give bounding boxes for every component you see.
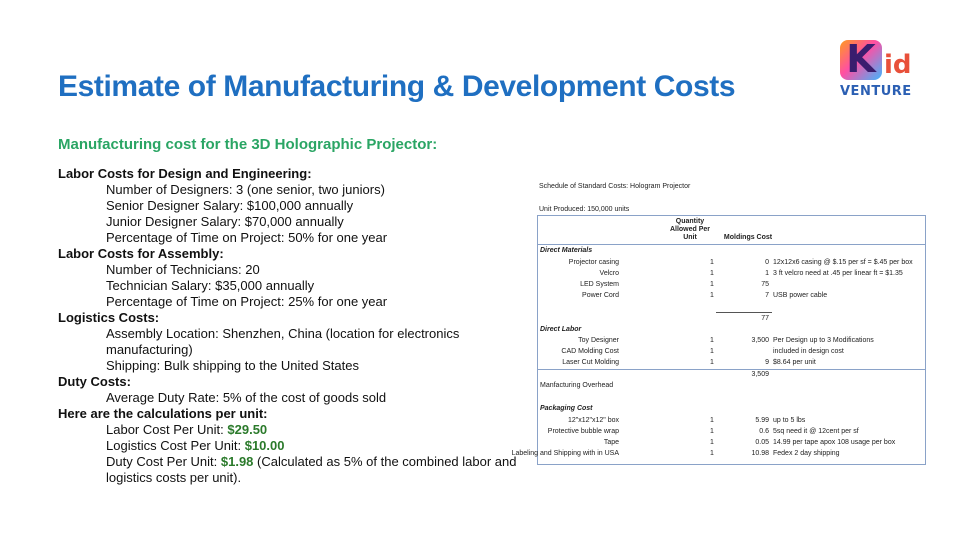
item-note: USB power cable bbox=[773, 292, 828, 299]
direct-labor-label: Direct Labor bbox=[540, 326, 582, 333]
table-row bbox=[538, 279, 925, 290]
item-note: Per Design up to 3 Modifications bbox=[773, 337, 874, 344]
item-qty: 1 bbox=[710, 270, 714, 277]
logo-k-letter: K bbox=[846, 37, 876, 81]
item-cost: 1 bbox=[765, 270, 769, 277]
list-item: Number of Technicians: 20 bbox=[106, 262, 260, 277]
item-qty: 1 bbox=[710, 450, 714, 457]
list-item: Junior Designer Salary: $70,000 annually bbox=[106, 214, 344, 229]
duty-cost-line bbox=[58, 454, 518, 486]
col-header-line: Allowed Per bbox=[669, 226, 711, 233]
table-row bbox=[538, 313, 925, 324]
item-cost: 7 bbox=[765, 292, 769, 299]
table-row bbox=[538, 380, 925, 391]
list-item: Assembly Location: Shenzhen, China (location for electronics manufacturing) bbox=[106, 326, 460, 357]
item-note: 12x12x6 casing @ $.15 per sf = $.45 per box bbox=[773, 259, 913, 266]
table-row bbox=[538, 245, 925, 256]
schedule-title: Schedule of Standard Costs: Hologram Projector bbox=[539, 183, 691, 190]
item-cost: 9 bbox=[765, 359, 769, 366]
item-note: up to 5 lbs bbox=[773, 417, 806, 424]
item-note: included in design cost bbox=[773, 348, 844, 355]
section-subtitle: Manufacturing cost for the 3D Holographic Projector: bbox=[58, 136, 438, 153]
list-item: Percentage of Time on Project: 50% for one year bbox=[106, 230, 388, 245]
logistics-heading: Logistics Costs: bbox=[58, 310, 160, 325]
duty-heading: Duty Costs: bbox=[58, 374, 131, 389]
item-name: Tape bbox=[603, 439, 619, 446]
table-row bbox=[538, 257, 925, 268]
list-item: Technician Salary: $35,000 annually bbox=[106, 278, 315, 293]
overhead-label: Manfacturing Overhead bbox=[540, 382, 614, 389]
list-item: Shipping: Bulk shipping to the United States bbox=[106, 358, 359, 373]
table-row bbox=[511, 448, 925, 459]
duty-cost-label: Duty Cost Per Unit: bbox=[106, 454, 221, 469]
logistics-cost-value: $10.00 bbox=[244, 438, 285, 453]
table-row bbox=[538, 268, 925, 279]
table-row bbox=[538, 369, 925, 380]
materials-total: 77 bbox=[761, 315, 769, 322]
table-row bbox=[538, 437, 925, 448]
duty-cost-note: (Calculated as 5% of the combined labor and logistics costs per unit). bbox=[106, 454, 517, 485]
item-name: Power Cord bbox=[582, 292, 619, 299]
logo-venture-text: VENTURE bbox=[840, 84, 912, 99]
list-item: Average Duty Rate: 5% of the cost of goods sold bbox=[106, 390, 387, 405]
direct-materials-label: Direct Materials bbox=[540, 247, 593, 254]
list-item: Percentage of Time on Project: 25% for one year bbox=[106, 294, 388, 309]
item-cost: 75 bbox=[761, 281, 769, 288]
table-row bbox=[538, 415, 925, 426]
labor-cost-label: Labor Cost Per Unit: bbox=[106, 422, 228, 437]
item-qty: 1 bbox=[710, 359, 714, 366]
item-name: CAD Molding Cost bbox=[561, 348, 619, 355]
schedule-table bbox=[511, 215, 926, 465]
item-name: Labeling and Shipping with in USA bbox=[511, 450, 619, 457]
packaging-label: Packaging Cost bbox=[540, 405, 593, 412]
quantity-column-header bbox=[660, 218, 720, 242]
table-row bbox=[538, 290, 925, 301]
item-cost: 0.05 bbox=[755, 439, 769, 446]
kid-venture-logo bbox=[838, 37, 922, 100]
col-header-line: Quantity bbox=[675, 218, 705, 225]
item-qty: 1 bbox=[710, 259, 714, 266]
item-note: 3 ft velcro need at .45 per linear ft = $1.35 bbox=[773, 270, 903, 277]
duty-cost-value: $1.98 bbox=[220, 454, 254, 469]
item-cost: 0 bbox=[765, 259, 769, 266]
table-row bbox=[538, 403, 925, 414]
labor-cost-line bbox=[58, 422, 518, 438]
item-qty: 1 bbox=[710, 281, 714, 288]
standard-cost-schedule bbox=[511, 180, 927, 470]
cost-column-header: Moldings Cost bbox=[723, 234, 773, 241]
logo-id-letters: id bbox=[884, 50, 912, 80]
cost-breakdown bbox=[58, 166, 518, 486]
table-row bbox=[538, 335, 925, 346]
calc-heading: Here are the calculations per unit: bbox=[58, 406, 268, 421]
item-name: LED System bbox=[580, 281, 619, 288]
page-title: Estimate of Manufacturing & Development Costs bbox=[58, 70, 736, 103]
labor-cost-value: $29.50 bbox=[227, 422, 268, 437]
design-labor-heading: Labor Costs for Design and Engineering: bbox=[58, 166, 312, 181]
table-row bbox=[538, 346, 925, 357]
item-cost: 5.99 bbox=[755, 417, 769, 424]
item-note: 5sq need it @ 12cent per sf bbox=[773, 428, 859, 435]
item-qty: 1 bbox=[710, 439, 714, 446]
item-name: Projector casing bbox=[568, 259, 619, 266]
item-cost: 10.98 bbox=[751, 450, 769, 457]
item-qty: 1 bbox=[710, 292, 714, 299]
item-note: Fedex 2 day shipping bbox=[773, 450, 840, 457]
table-row bbox=[538, 357, 925, 368]
list-item: Senior Designer Salary: $100,000 annually bbox=[106, 198, 354, 213]
item-note: $8.64 per unit bbox=[773, 359, 816, 366]
item-name: 12"x12"x12" box bbox=[567, 417, 619, 424]
item-note: 14.99 per tape apox 108 usage per box bbox=[773, 439, 896, 446]
schedule-units: Unit Produced: 150,000 units bbox=[539, 206, 630, 213]
list-item: Number of Designers: 3 (one senior, two juniors) bbox=[106, 182, 385, 197]
table-row bbox=[538, 426, 925, 437]
assembly-labor-heading: Labor Costs for Assembly: bbox=[58, 246, 224, 261]
item-qty: 1 bbox=[710, 417, 714, 424]
labor-total: 3,509 bbox=[751, 371, 769, 378]
item-qty: 1 bbox=[710, 428, 714, 435]
item-cost: 3,500 bbox=[751, 337, 769, 344]
item-name: Toy Designer bbox=[578, 337, 619, 344]
item-cost: 0.6 bbox=[759, 428, 769, 435]
item-qty: 1 bbox=[710, 337, 714, 344]
item-name: Velcro bbox=[599, 270, 619, 277]
logistics-cost-line bbox=[58, 438, 518, 454]
item-qty: 1 bbox=[710, 348, 714, 355]
table-row bbox=[538, 324, 925, 335]
logistics-cost-label: Logistics Cost Per Unit: bbox=[106, 438, 245, 453]
col-header-line: Unit bbox=[683, 234, 697, 241]
item-name: Protective bubble wrap bbox=[547, 428, 619, 435]
item-name: Laser Cut Molding bbox=[562, 359, 619, 366]
